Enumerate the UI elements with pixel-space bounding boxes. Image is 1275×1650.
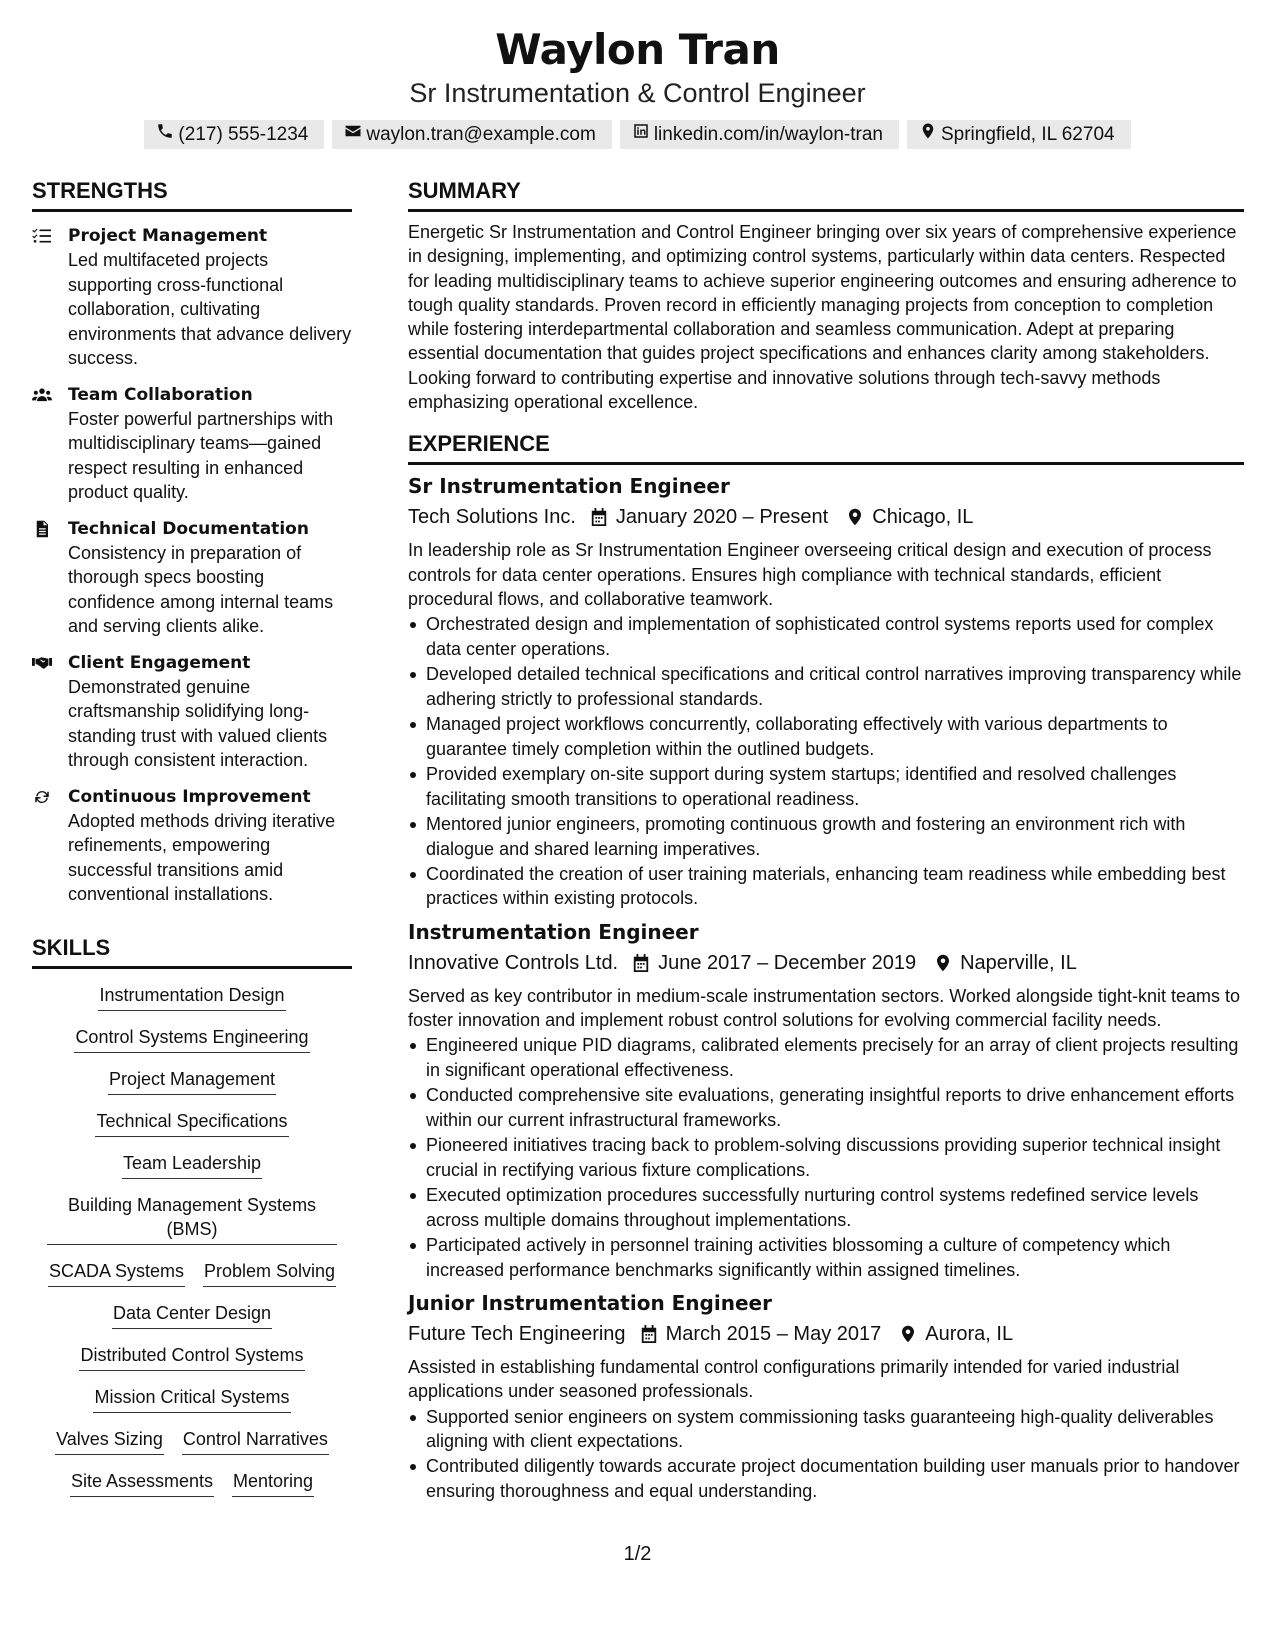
strength-title: Continuous Improvement bbox=[68, 786, 311, 807]
bullet-item: Coordinated the creation of user training materials, enhancing team readiness while embedding best practices within existing protocols. bbox=[408, 862, 1244, 911]
bullet-item: Participated actively in personnel training activities blossoming a culture of competency which increased performance benchmarks significantly within assigned timelines. bbox=[408, 1233, 1244, 1282]
job-entry bbox=[408, 1289, 1244, 1503]
calendar-icon bbox=[640, 1324, 658, 1344]
skill-tag: Mentoring bbox=[232, 1469, 314, 1497]
location-pin-icon bbox=[846, 507, 864, 527]
job-entry bbox=[408, 918, 1244, 1282]
strength-item bbox=[32, 785, 352, 907]
job-entry-title: Sr Instrumentation Engineer bbox=[408, 474, 730, 499]
calendar-icon bbox=[590, 507, 608, 527]
contact-bar bbox=[0, 120, 1275, 149]
strength-desc: Consistency in preparation of thorough specs boosting confidence among internal teams and serving clients alike. bbox=[68, 542, 334, 636]
bullet-item: Conducted comprehensive site evaluations, generating insightful reports to drive enhancement efforts within our current infrastructural frameworks. bbox=[408, 1083, 1244, 1132]
job-meta bbox=[408, 1319, 1244, 1349]
strength-desc: Adopted methods driving iterative refinements, empowering successful transitions amid conventional installations. bbox=[68, 810, 336, 904]
contact-email[interactable] bbox=[332, 120, 611, 149]
bullet-item: Pioneered initiatives tracing back to problem-solving discussions providing superior technical insight crucial in rectifying various fixture complications. bbox=[408, 1133, 1244, 1182]
job-dates: January 2020 – Present bbox=[615, 506, 829, 529]
strength-item bbox=[32, 383, 352, 505]
strength-desc: Demonstrated genuine craftsmanship solidifying long-standing trust with valued clients through consistent interaction. bbox=[68, 676, 328, 770]
summary-text: Energetic Sr Instrumentation and Control Engineer bringing over six years of comprehensive experience in designing, implementing, and optimizing control systems, particularly within data centers. Respected for leading multidisciplinary teams to achieve superior engineering outcomes and ensuring adherence to tough quality standards. Proven record in efficiently managing projects from conception to completion while fostering interdepartmental collaboration and seamless communication. Adept at preparing essential documentation that guides project specifications and enhances clarity among stakeholders. Looking forward to contributing expertise and innovative solutions through tech-savvy methods emphasizing operational excellence. bbox=[408, 222, 1237, 413]
job-title: Sr Instrumentation & Control Engineer bbox=[409, 78, 866, 108]
company-name: Tech Solutions Inc. bbox=[408, 506, 576, 529]
bullet-item: Developed detailed technical specifications and critical control narratives improving transparency while adhering strictly to professional standards. bbox=[408, 662, 1244, 711]
strength-item bbox=[32, 651, 352, 773]
job-entry-title: Instrumentation Engineer bbox=[408, 919, 699, 944]
skill-tag: Mission Critical Systems bbox=[93, 1385, 290, 1413]
bullet-item: Executed optimization procedures successfully nurturing control systems redefined service levels across multiple domains throughout implementations. bbox=[408, 1183, 1244, 1232]
skill-tag: SCADA Systems bbox=[48, 1259, 185, 1287]
task-list-icon bbox=[32, 224, 68, 371]
job-bullets bbox=[408, 612, 1244, 911]
contact-linkedin[interactable] bbox=[620, 120, 899, 149]
bullet-item: Supported senior engineers on system commissioning tasks guaranteeing high-quality deliverables aligning with client expectations. bbox=[408, 1405, 1244, 1454]
refresh-icon bbox=[32, 785, 68, 907]
strength-desc: Foster powerful partnerships with multidisciplinary teams—gained respect resulting in enhanced product quality. bbox=[68, 408, 334, 502]
skill-tag: Distributed Control Systems bbox=[79, 1343, 304, 1371]
bullet-item: Engineered unique PID diagrams, calibrated elements precisely for an array of client projects resulting in significant operational effectiveness. bbox=[408, 1033, 1244, 1082]
linkedin-text: linkedin.com/in/waylon-tran bbox=[653, 124, 883, 145]
strength-item bbox=[32, 224, 352, 371]
calendar-icon bbox=[632, 953, 650, 973]
skill-tag: Project Management bbox=[108, 1067, 276, 1095]
location-text: Springfield, IL 62704 bbox=[940, 124, 1115, 145]
job-meta bbox=[408, 502, 1244, 532]
linkedin-icon bbox=[632, 122, 650, 147]
job-location: Chicago, IL bbox=[872, 506, 974, 529]
job-meta bbox=[408, 948, 1244, 978]
skill-tag: Site Assessments bbox=[70, 1469, 214, 1497]
skill-tag: Instrumentation Design bbox=[98, 983, 285, 1011]
phone-icon bbox=[156, 122, 174, 147]
bullet-item: Managed project workflows concurrently, collaborating effectively with various departments to guarantee timely completion within the outlined budgets. bbox=[408, 712, 1244, 761]
bullet-item: Provided exemplary on-site support during system startups; identified and resolved challenges facilitating smooth transitions to operational readiness. bbox=[408, 762, 1244, 811]
location-pin-icon bbox=[934, 953, 952, 973]
strength-title: Team Collaboration bbox=[68, 384, 253, 405]
strength-desc: Led multifaceted projects supporting cross-functional collaboration, cultivating environments that advance delivery success. bbox=[68, 250, 352, 368]
bullet-item: Mentored junior engineers, promoting continuous growth and fostering an environment rich with dialogue and shared learning imperatives. bbox=[408, 812, 1244, 861]
contact-location bbox=[907, 120, 1131, 149]
document-icon bbox=[32, 517, 68, 639]
phone-text: (217) 555-1234 bbox=[178, 124, 309, 145]
job-bullets bbox=[408, 1033, 1244, 1282]
skill-tag: Control Narratives bbox=[182, 1427, 329, 1455]
job-description: Assisted in establishing fundamental control configurations primarily intended for varied industrial applications under seasoned professionals. bbox=[408, 1356, 1180, 1402]
handshake-icon bbox=[32, 651, 68, 773]
bullet-item: Orchestrated design and implementation of sophisticated control systems reports used for complex data center operations. bbox=[408, 612, 1244, 661]
left-column bbox=[32, 176, 352, 1497]
company-name: Innovative Controls Ltd. bbox=[408, 951, 619, 974]
skill-tag: Team Leadership bbox=[122, 1151, 262, 1179]
skill-tag: Valves Sizing bbox=[55, 1427, 164, 1455]
company-name: Future Tech Engineering bbox=[408, 1322, 626, 1345]
right-column bbox=[408, 176, 1244, 1504]
experience-heading: EXPERIENCE bbox=[408, 429, 1244, 465]
strength-title: Project Management bbox=[68, 226, 268, 246]
envelope-icon bbox=[344, 122, 362, 147]
job-dates: June 2017 – December 2019 bbox=[658, 951, 917, 974]
job-location: Naperville, IL bbox=[960, 951, 1077, 974]
candidate-name: Waylon Tran bbox=[495, 25, 780, 74]
job-description: In leadership role as Sr Instrumentation Engineer overseeing critical design and execution of process controls for data center operations. Ensures high compliance with technical standards, efficient procedural flows, and collaborative teamwork. bbox=[408, 540, 1212, 609]
job-bullets bbox=[408, 1405, 1244, 1504]
strength-title: Technical Documentation bbox=[68, 518, 309, 539]
job-description: Served as key contributor in medium-scale instrumentation sectors. Worked alongside tight-knit teams to foster innovation and implement robust control solutions for evolving commercial facility needs. bbox=[408, 985, 1241, 1031]
resume-header bbox=[0, 0, 1275, 149]
skills-list bbox=[32, 983, 352, 1497]
job-dates: March 2015 – May 2017 bbox=[665, 1322, 882, 1345]
skill-tag: Data Center Design bbox=[112, 1301, 272, 1329]
skill-tag: Control Systems Engineering bbox=[74, 1025, 309, 1053]
skill-tag: Technical Specifications bbox=[95, 1109, 288, 1137]
skill-tag: Building Management Systems (BMS) bbox=[47, 1193, 337, 1245]
strength-title: Client Engagement bbox=[68, 652, 251, 673]
skill-tag: Problem Solving bbox=[203, 1259, 336, 1287]
users-icon bbox=[32, 383, 68, 505]
contact-phone[interactable] bbox=[144, 120, 324, 149]
strength-item bbox=[32, 517, 352, 639]
skills-heading: SKILLS bbox=[32, 933, 352, 969]
location-pin-icon bbox=[919, 122, 937, 147]
job-location: Aurora, IL bbox=[925, 1322, 1014, 1345]
location-pin-icon bbox=[899, 1324, 917, 1344]
page-number: 1/2 bbox=[623, 1543, 652, 1565]
strengths-heading: STRENGTHS bbox=[32, 176, 352, 212]
job-entry-title: Junior Instrumentation Engineer bbox=[408, 1290, 772, 1315]
summary-heading: SUMMARY bbox=[408, 176, 1244, 212]
job-entry bbox=[408, 472, 1244, 910]
bullet-item: Contributed diligently towards accurate project documentation building user manuals prior to handover ensuring thoroughness and equal understanding. bbox=[408, 1454, 1244, 1503]
email-text: waylon.tran@example.com bbox=[366, 124, 596, 145]
